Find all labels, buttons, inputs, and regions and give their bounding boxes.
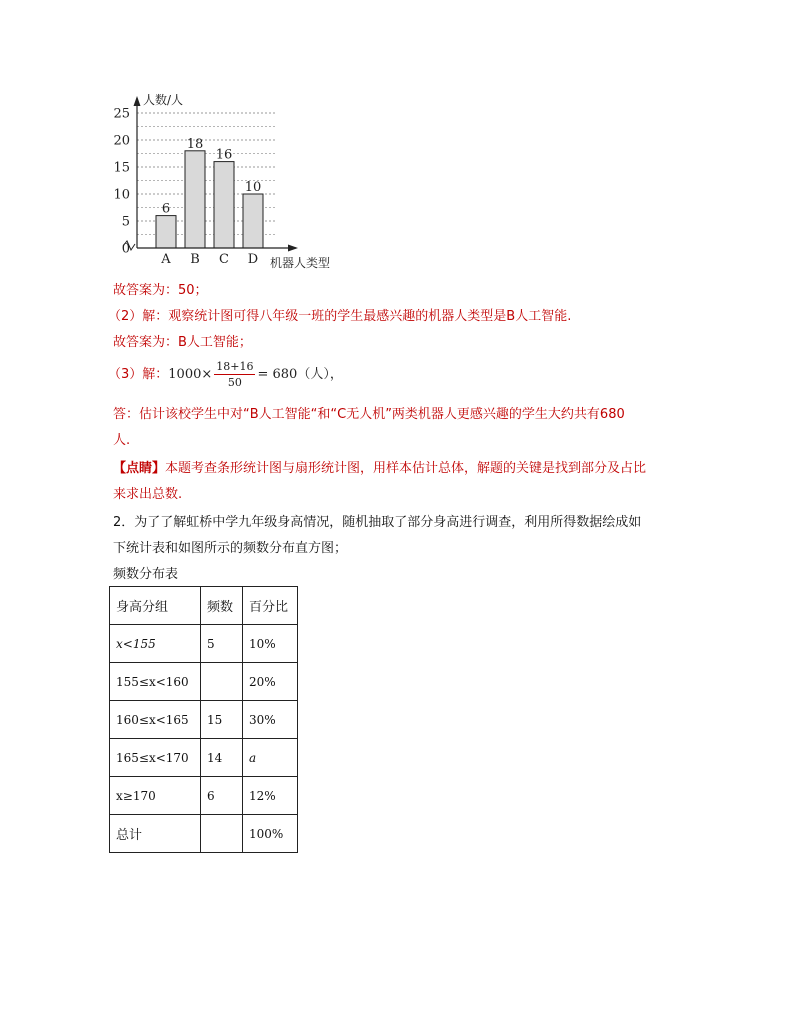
answer-2: 故答案为：B人工智能； [113,335,252,350]
y-tick-label: 25 [113,106,130,122]
frequency-table [109,586,298,853]
table-row [110,625,298,663]
comment-text-1: 本题考查条形统计图与扇形统计图，用样本估计总体，解题的关键是找到部分及占比 [165,461,647,476]
question-2-line-2: 下统计表和如图所示的频数分布直方图； [113,541,348,556]
bar-chart [108,84,358,274]
table-cell: 14 [201,739,243,777]
bar-value-label: 10 [244,180,262,195]
table-cell: 20% [243,663,298,701]
header-height-group: 身高分组 [110,587,201,625]
answer-3-line-1: 答：估计该校学生中对“B人工智能“和“C无人机”两类机器人更感兴趣的学生大约共有680 [113,407,625,422]
table-row [110,739,298,777]
table-cell: 155≤x<160 [110,663,201,701]
x-axis-title: 机器人类型 [270,256,331,270]
table-row [110,701,298,739]
answer-1: 故答案为：50； [113,283,208,298]
bar-d [243,194,263,248]
comment-line-2: 来求出总数. [113,487,183,502]
comment-tag: 【点睛】 [113,461,166,476]
table-cell: x≥170 [110,777,201,815]
table-cell: 30% [243,701,298,739]
part-3-prefix: （3）解： [108,367,169,382]
table-cell: a [243,739,298,777]
bar-a [156,216,176,248]
y-tick-label: 20 [113,133,130,149]
table-cell: 总计 [110,815,201,853]
y-tick-label: 10 [113,187,130,203]
table-header-row [110,587,298,625]
table-cell: 100% [243,815,298,853]
bar-b [185,151,205,248]
y-tick-label: 15 [113,160,130,176]
table-cell: 6 [201,777,243,815]
table-cell: 165≤x<170 [110,739,201,777]
part-3-expr-lead: 1000× [168,367,213,382]
table-cell: 5 [201,625,243,663]
table-cell: x<155 [110,625,201,663]
y-axis-arrow [134,96,141,106]
answer-3-line-2: 人. [113,433,131,448]
table-row [110,663,298,701]
comment-line-1 [113,457,646,476]
table-row [110,777,298,815]
table-row [110,815,298,853]
part-3-fraction [214,359,255,390]
y-tick-label: 5 [121,214,130,230]
chart-axes [123,96,298,252]
x-tick-label: A [161,252,171,267]
bar-value-label: 16 [215,147,233,163]
table-cell: 15 [201,701,243,739]
x-tick-label: C [219,252,229,267]
table-cell: 10% [243,625,298,663]
x-tick-label: B [190,252,200,267]
x-axis-arrow [288,245,298,252]
x-tick-label: D [247,252,259,267]
bar-value-label: 18 [186,136,204,152]
table-cell [201,663,243,701]
fraction-numerator: 18+16 [216,360,254,373]
table-cell [201,815,243,853]
y-tick-label: 0 [121,241,130,257]
table-title: 频数分布表 [113,567,179,582]
part-3-result: = 680（人）， [257,367,343,382]
question-2-line-1: 2．为了了解虹桥中学九年级身高情况，随机抽取了部分身高进行调查，利用所得数据绘成如 [113,515,642,530]
table-cell: 12% [243,777,298,815]
part-3-solution [108,359,343,390]
fraction-denominator: 50 [227,376,242,389]
y-axis-title: 人数/人 [143,93,184,107]
header-frequency: 频数 [201,587,243,625]
bar-value-label: 6 [161,201,171,217]
part-2-solution: （2）解：观察统计图可得八年级一班的学生最感兴趣的机器人类型是B人工智能. [108,309,572,324]
table-cell: 160≤x<165 [110,701,201,739]
header-percent: 百分比 [243,587,298,625]
bar-c [214,162,234,248]
chart-bars [156,151,263,248]
